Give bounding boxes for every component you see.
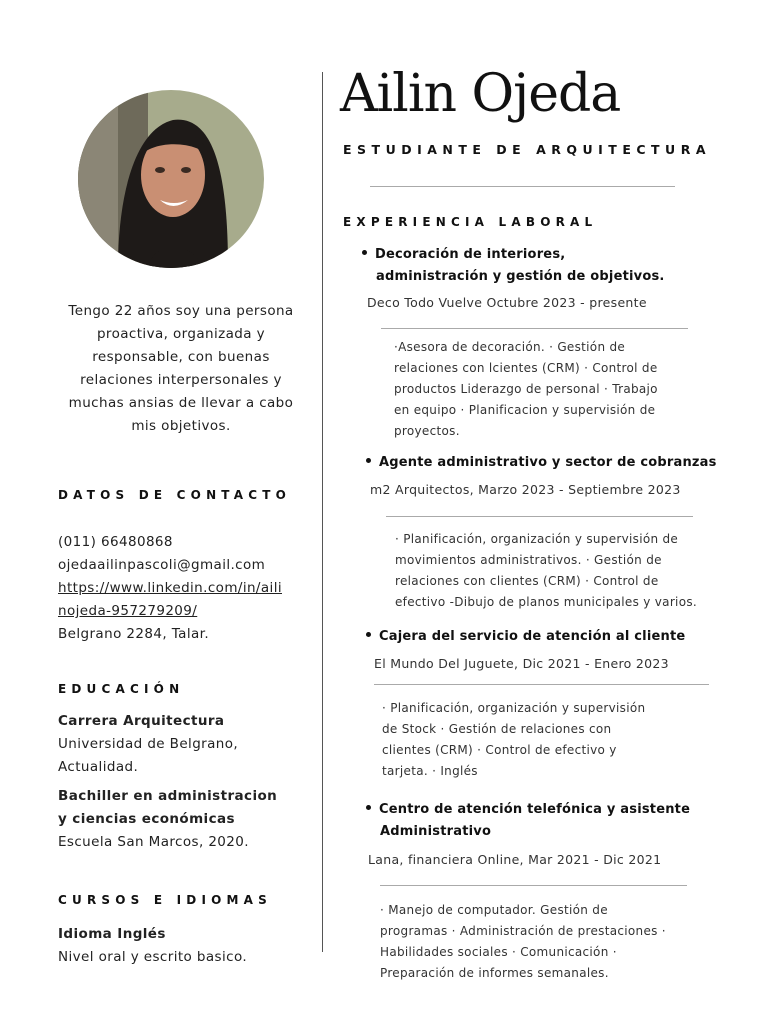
job-meta: Deco Todo Vuelve Octubre 2023 - presente xyxy=(367,295,647,310)
education-section-title: EDUCACIÓN xyxy=(58,682,185,696)
bullet-icon xyxy=(366,805,371,810)
course-name: Idioma Inglés xyxy=(58,926,166,942)
about-text: Tengo 22 años soy una persona proactiva, organizada y responsable, con buenas relaciones interpersonales y muchas ansias de llevar a cabo mis objetivos. xyxy=(68,303,294,434)
bullet-icon xyxy=(366,458,371,463)
job-desc-line: de Stock · Gestión de relaciones con xyxy=(382,722,612,736)
job-divider xyxy=(381,328,688,329)
job-desc-line: tarjeta. · Inglés xyxy=(382,764,478,778)
job-desc-line: relaciones con lcientes (CRM) · Control de xyxy=(394,361,658,375)
education-place: Actualidad. xyxy=(58,759,139,775)
contact-section-title: DATOS DE CONTACTO xyxy=(58,488,292,502)
job-divider xyxy=(374,684,709,685)
contact-linkedin-link[interactable] xyxy=(58,577,282,623)
course-detail: Nivel oral y escrito basico. xyxy=(58,949,248,965)
column-divider xyxy=(322,72,323,952)
job-desc-line: · Manejo de computador. Gestión de xyxy=(380,903,608,917)
job-meta: Lana, financiera Online, Mar 2021 - Dic 2021 xyxy=(368,852,662,867)
job-desc-line: clientes (CRM) · Control de efectivo y xyxy=(382,743,617,757)
header-divider xyxy=(370,186,675,187)
job-description xyxy=(395,529,697,613)
job-role-subtitle: ESTUDIANTE DE ARQUITECTURA xyxy=(343,142,712,157)
job-desc-line: relaciones con clientes (CRM) · Control de xyxy=(395,574,659,588)
courses-section-title: CURSOS E IDIOMAS xyxy=(58,893,272,907)
job-description xyxy=(382,698,645,782)
bullet-icon xyxy=(366,632,371,637)
linkedin-line-1[interactable]: https://www.linkedin.com/in/aili xyxy=(58,580,282,596)
education-degree: Carrera Arquitectura xyxy=(58,713,225,729)
job-divider xyxy=(380,885,687,886)
job-desc-line: Preparación de informes semanales. xyxy=(380,966,609,980)
avatar xyxy=(78,90,264,268)
job-desc-line: Habilidades sociales · Comunicación · xyxy=(380,945,617,959)
job-title: Cajera del servicio de atención al cliente xyxy=(366,626,685,648)
page-title: Ailin Ojeda xyxy=(340,64,621,124)
job-desc-line: proyectos. xyxy=(394,424,460,438)
job-title: Administrativo xyxy=(380,824,492,839)
education-place: Escuela San Marcos, 2020. xyxy=(58,834,249,850)
linkedin-line-2[interactable]: nojeda-957279209/ xyxy=(58,603,198,619)
job-desc-line: · Planificación, organización y supervisión de xyxy=(395,532,679,546)
job-meta: m2 Arquitectos, Marzo 2023 - Septiembre 2023 xyxy=(370,482,681,497)
education-degree: y ciencias económicas xyxy=(58,811,235,827)
job-desc-line: productos Liderazgo de personal · Trabajo xyxy=(394,382,658,396)
education-degree: Bachiller en administracion xyxy=(58,788,278,804)
job-desc-line: en equipo · Planificacion y supervisión de xyxy=(394,403,656,417)
job-title: Decoración de interiores, xyxy=(362,244,565,266)
job-meta: El Mundo Del Juguete, Dic 2021 - Enero 2023 xyxy=(374,656,669,671)
job-desc-line: programas · Administración de prestaciones · xyxy=(380,924,666,938)
job-title: Agente administrativo y sector de cobranzas xyxy=(366,452,717,474)
job-desc-line: · Planificación, organización y supervisión xyxy=(382,701,646,715)
contact-phone: (011) 66480868 xyxy=(58,534,173,550)
job-desc-line: movimientos administrativos. · Gestión de xyxy=(395,553,662,567)
job-description xyxy=(380,900,666,984)
job-title: Centro de atención telefónica y asistente xyxy=(366,799,690,821)
job-desc-line: efectivo -Dibujo de planos municipales y varios. xyxy=(395,595,698,609)
job-title: administración y gestión de objetivos. xyxy=(376,269,665,284)
education-place: Universidad de Belgrano, xyxy=(58,736,239,752)
experience-section-title: EXPERIENCIA LABORAL xyxy=(343,215,598,229)
job-divider xyxy=(386,516,693,517)
contact-address: Belgrano 2284, Talar. xyxy=(58,626,210,642)
job-description xyxy=(394,337,658,442)
contact-email[interactable]: ojedaailinpascoli@gmail.com xyxy=(58,557,266,573)
job-desc-line: ·Asesora de decoración. · Gestión de xyxy=(394,340,626,354)
bullet-icon xyxy=(362,250,367,255)
